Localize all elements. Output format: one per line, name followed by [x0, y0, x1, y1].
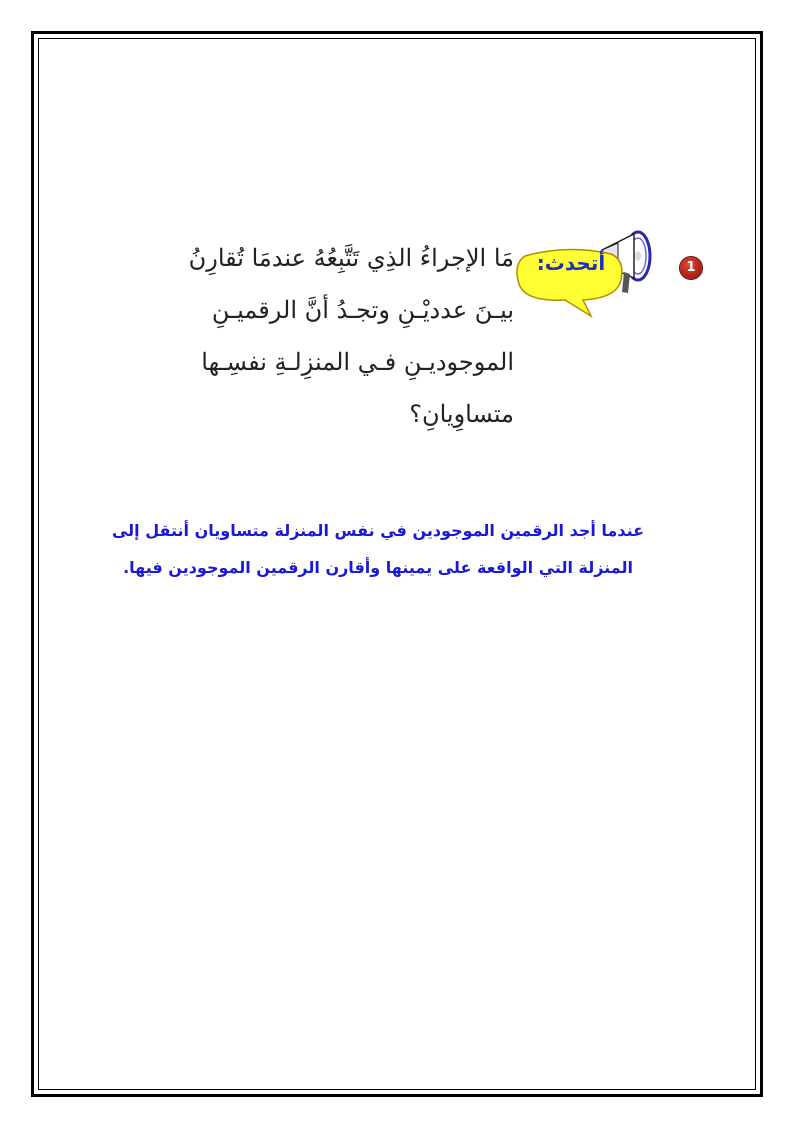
answer-text — [100, 512, 656, 586]
discussion-tag: أتحدث: — [536, 251, 606, 275]
question-line: متساوِيانِ؟ — [409, 400, 514, 428]
question-text — [156, 232, 514, 440]
question-line: مَا الإجراءُ الذِي تَتَّبِعُهُ عندمَا تُقارِنُ — [188, 244, 514, 272]
question-line: الموجوديـنِ فـي المنزِلـةِ نفسِـها — [201, 348, 514, 376]
answer-line: المنزلة التي الواقعة على يمينها وأقارن الرقمين الموجودين فيها. — [123, 558, 633, 577]
answer-line: عندما أجد الرقمين الموجودين في نفس المنزلة متساويان أنتقل إلى — [111, 521, 645, 540]
question-number-badge: 1 — [680, 257, 702, 279]
question-line: بيـنَ عدديْـنِ وتجـدُ أنَّ الرقميـنِ — [211, 296, 514, 324]
